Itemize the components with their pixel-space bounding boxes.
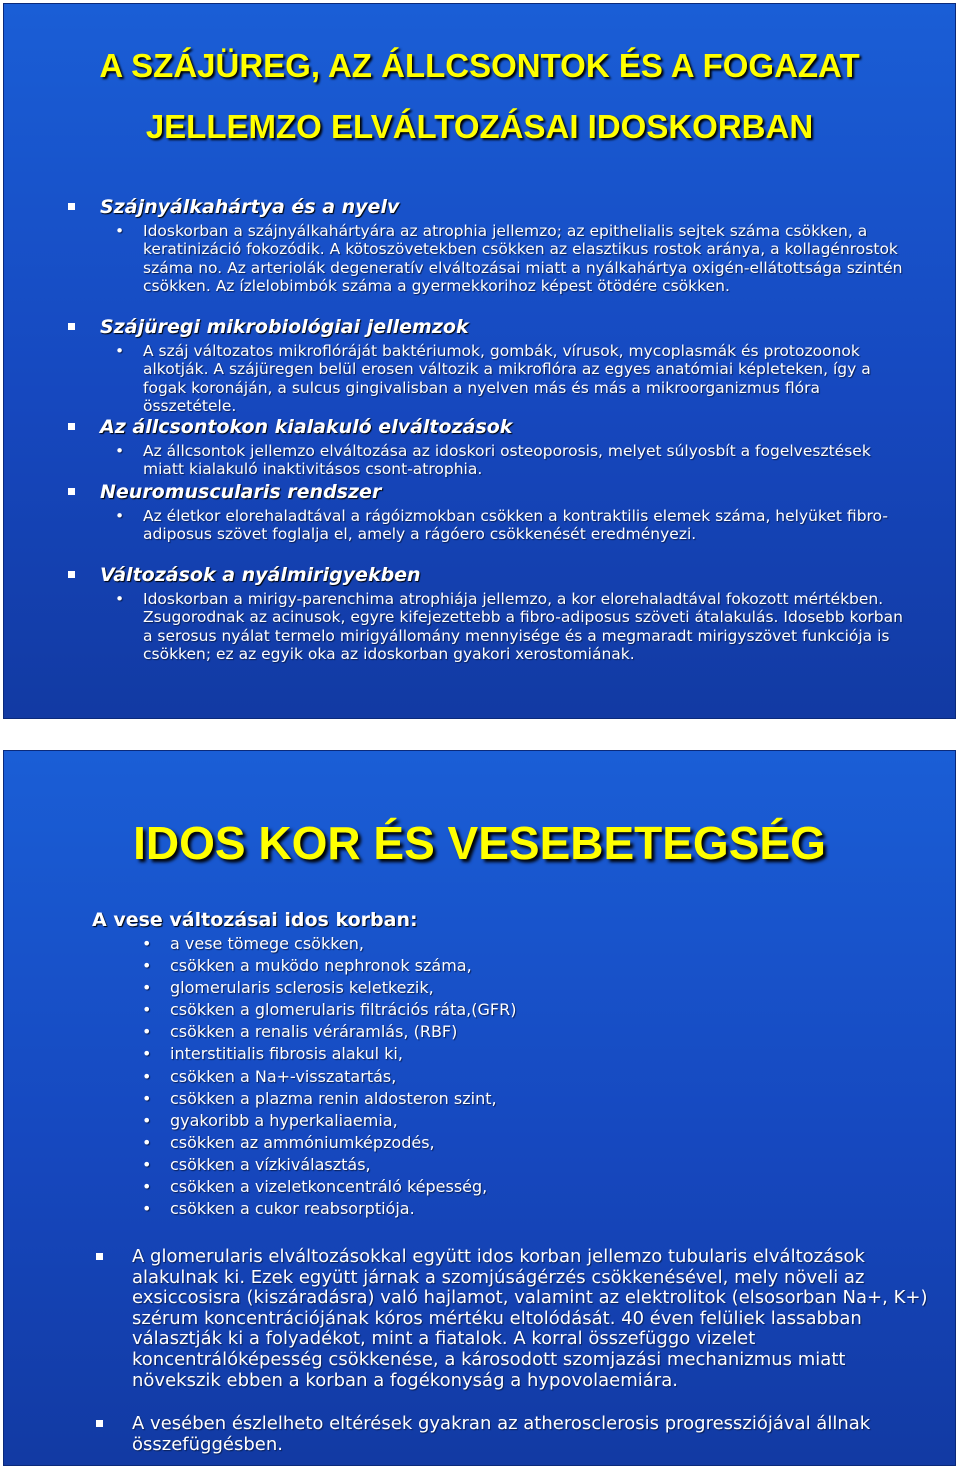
section-heading: Szájnyálkahártya és a nyelv	[100, 196, 400, 218]
bullet-dot-icon: •	[142, 956, 152, 976]
list-item: • csökken a muködo nephronok száma,	[142, 955, 516, 977]
section-text: Idoskorban a mirigy-parenchima atrophiája jellemzo, a kor elorehaladtával fokozott mértékben. Zsugorodnak az acinusok, egyre kifejezettebb a fibro-adiposus szöveti átalakulás. Idosebb korban a serosus nyálat termelo mirigyállomány mennyisége és a megmaradt mirigyszövet funkciója is csökken; ez az egyik oka az idoskorban gyakori xerostomiának.	[143, 590, 903, 663]
bullet-dot-icon: •	[142, 1177, 152, 1197]
paragraph-text: A vesében észlelheto eltérések gyakran az atherosclerosis progressziójával állnak összefüggésben.	[132, 1413, 871, 1455]
bullet-dot-icon: •	[142, 1154, 152, 1174]
bullet-dot-icon: •	[115, 342, 125, 360]
section-heading: Szájüregi mikrobiológiai jellemzok	[100, 316, 469, 338]
list-item: • csökken a Na+-visszatartás,	[142, 1066, 516, 1088]
section-text: Az életkor elorehaladtával a rágóizmokban csökken a kontraktilis elemek száma, helyüket fibro-adiposus szövet foglalja el, amely a rágóero csökkenését eredményezi.	[143, 507, 888, 544]
square-bullet-icon	[68, 423, 75, 430]
bullet-dot-icon: •	[142, 1199, 152, 1219]
section-jaw-changes	[68, 416, 915, 479]
square-bullet-icon	[68, 571, 75, 578]
bullet-dot-icon: •	[142, 1132, 152, 1152]
section-text: Idoskorban a szájnyálkahártyára az atrophia jellemzo; az epithelialis sejtek száma csökken, a keratinizáció fokozódik. A kötoszövetekben csökken az elasztikus rostok aránya, a kollagénrostok száma no. Az arteriolák degeneratív elváltozásai miatt a nyálkahártya oxigén-ellátottsága szintén csökken. Az ízlelobimbók száma a gyermekkorihoz képest ötödére csökken.	[143, 222, 903, 295]
square-bullet-icon	[96, 1253, 103, 1260]
bullet-dot-icon: •	[142, 1000, 152, 1020]
bullet-dot-icon: •	[142, 1044, 152, 1064]
bullet-dot-icon: •	[142, 1022, 152, 1042]
bullet-dot-icon: •	[142, 934, 152, 953]
list-item: • csökken a vízkiválasztás,	[142, 1154, 516, 1176]
slide2-title: IDOS KOR ÉS VESEBETEGSÉG	[133, 817, 826, 869]
bullet-dot-icon: •	[115, 222, 125, 240]
slide-kidney-disease	[3, 750, 956, 1466]
list-item: • glomerularis sclerosis keletkezik,	[142, 977, 516, 999]
section-text: A száj változatos mikroflóráját baktériumok, gombák, vírusok, mycoplasmák és protozoonok alkotják. A szájüregen belül erosen változik a mikroflóra az egyes anatómiai képleteken, így a fogak koronáján, a sulcus gingivalisban a nyelven más és más a mikroorganizmus flóra összetétele.	[143, 342, 871, 415]
slide1-title-line1: A SZÁJÜREG, AZ ÁLLCSONTOK ÉS A FOGAZAT	[99, 47, 860, 84]
kidney-changes-list	[142, 933, 516, 1220]
kidney-changes-heading: A vese változásai idos korban:	[92, 909, 418, 931]
square-bullet-icon	[68, 323, 75, 330]
section-oral-mucosa	[68, 196, 915, 295]
list-item: • csökken a plazma renin aldosteron szint,	[142, 1088, 516, 1110]
bullet-dot-icon: •	[142, 1110, 152, 1130]
square-bullet-icon	[96, 1420, 103, 1427]
section-oral-microbiology	[68, 316, 915, 415]
list-item: • csökken a vizeletkoncentráló képesség,	[142, 1176, 516, 1198]
list-item: • gyakoribb a hyperkaliaemia,	[142, 1110, 516, 1132]
list-item: • a vese tömege csökken,	[142, 933, 516, 955]
square-bullet-icon	[68, 488, 75, 495]
bullet-dot-icon: •	[142, 1066, 152, 1086]
section-heading: Neuromuscularis rendszer	[100, 481, 382, 503]
list-item: • csökken a glomerularis filtrációs ráta,(GFR)	[142, 999, 516, 1021]
bullet-dot-icon: •	[115, 507, 125, 525]
slide-oral-changes	[3, 3, 956, 719]
list-item: • csökken az ammóniumképzodés,	[142, 1132, 516, 1154]
tubular-changes-paragraph	[96, 1247, 929, 1391]
slide1-title-line2: JELLEMZO ELVÁLTOZÁSAI IDOSKORBAN	[145, 108, 814, 145]
bullet-dot-icon: •	[142, 978, 152, 998]
list-item: • csökken a renalis véráramlás, (RBF)	[142, 1021, 516, 1043]
atherosclerosis-paragraph	[96, 1414, 929, 1455]
list-item: • csökken a cukor reabsorptiója.	[142, 1198, 516, 1220]
square-bullet-icon	[68, 203, 75, 210]
section-heading: Az állcsontokon kialakuló elváltozások	[100, 416, 513, 438]
bullet-dot-icon: •	[115, 590, 125, 608]
bullet-dot-icon: •	[142, 1088, 152, 1108]
section-neuromuscular	[68, 481, 915, 544]
paragraph-text: A glomerularis elváltozásokkal együtt idos korban jellemzo tubularis elváltozások alakulnak ki. Ezek együtt járnak a szomjúságérzés csökkenésével, mely növeli az exsiccosisra (kiszáradásra) való hajlamot, valamint az elektrolitok (elsosorban Na+, K+) szérum koncentrációjának kóros mértéku eltolódását. 40 éven felüliek lassabban választják ki a folyadékot, mint a fiatalok. A korral összefüggo vizelet koncentrálóképesség csökkenése, a károsodott szomjazási mechanizmus miatt növekszik ebben a korban a fogékonyság a hypovolaemiára.	[132, 1246, 928, 1391]
section-heading: Változások a nyálmirigyekben	[100, 564, 421, 586]
section-salivary-glands	[68, 564, 915, 663]
section-text: Az állcsontok jellemzo elváltozása az idoskori osteoporosis, melyet súlyosbít a fogelvesztések miatt kialakuló inaktivitásos csont-atrophia.	[143, 442, 871, 479]
bullet-dot-icon: •	[115, 442, 125, 460]
list-item: • interstitialis fibrosis alakul ki,	[142, 1043, 516, 1065]
